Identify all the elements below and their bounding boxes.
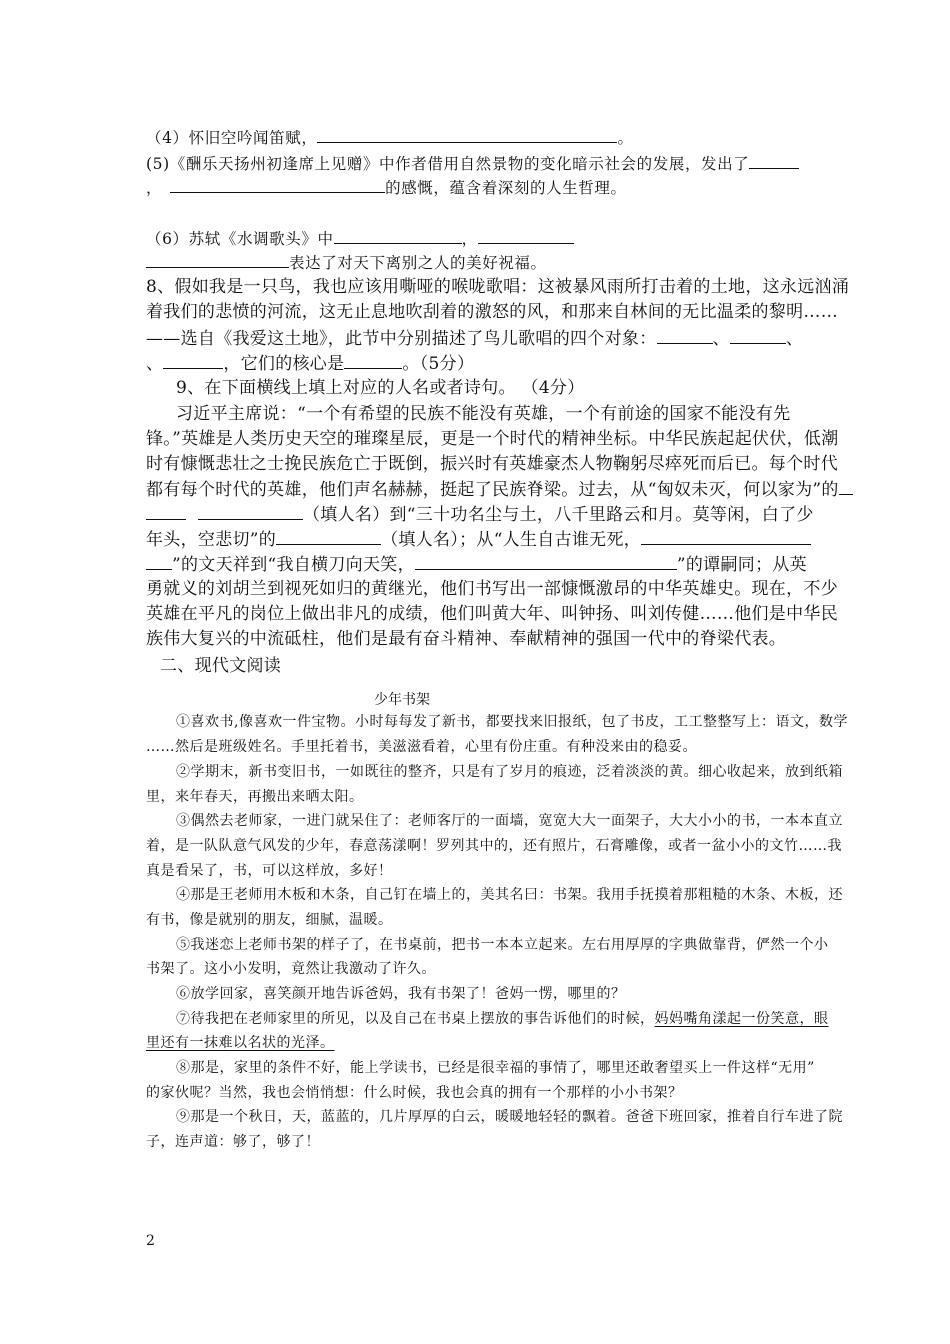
article-paragraph: ②学期末，新书变旧书，一如既往的整齐，只是有了岁月的痕迹，泛着淡淡的黄。细心收起来，放到纸箱 [176,764,843,780]
article-paragraph: ⑤我迷恋上老师书架的样子了，在书桌前，把书一本本立起来。左右用厚厚的字典做靠背，俨然一个小 [176,937,829,953]
blank [146,504,186,520]
question-8-line3 [146,328,803,350]
question-4 [146,127,634,149]
article-paragraph: 里，来年春天，再搬出来晒太阳。 [146,789,364,805]
article-paragraph [176,1009,829,1030]
q9-text: ”的文天祥到“我自横刀向天笑， [172,555,415,575]
question-8-line1: 8、假如我是一只鸟，我也应该用嘶哑的喉咙歌唱：这被暴风雨所打击着的土地，这永远汹涌 [146,277,850,297]
question-9-para: 英雄在平凡的岗位上做出非凡的成绩，他们叫黄大年、叫钟扬、叫刘传健……他们是中华民 [146,604,838,624]
article-paragraph: ⑥放学回家，喜笑颜开地告诉爸妈，我有书架了！爸妈一愣，哪里的？ [176,986,626,1002]
question-9-para [146,554,807,576]
q6-comma: ， [461,230,478,248]
q6-end: 表达了对天下离别之人的美好祝福。 [289,254,547,272]
blank [344,353,402,369]
section-heading: 二、现代文阅读 [160,656,282,676]
article-paragraph: ③偶然去老师家，一进门就呆住了：老师客厅的一面墙，宽宽大大一面架子，大大小小的书，一本本直立 [176,813,843,829]
q9-text: 都有每个时代的英雄，他们声名赫赫，挺起了民族脊梁。过去，从“匈奴未灭，何以家为”的 [146,480,839,500]
question-8-line4 [146,353,474,375]
blank [170,177,385,193]
question-9-para: 习近平主席说：“一个有希望的民族不能没有英雄，一个有前途的国家不能没有先 [176,404,791,424]
q4-label: （4）怀旧空吟闻笛赋， [146,129,318,147]
question-9-para: 勇就义的刘胡兰到视死如归的黄继光，他们书写出一部慷慨激昂的中华英雄史。现在，不少 [146,579,838,599]
blank [415,554,677,570]
blank [317,127,617,143]
blank [163,353,223,369]
q8-text: ——选自《我爱这土地》，此节中分别描述了鸟儿歌唱的四个对象： [146,329,657,349]
question-9-para [146,529,811,551]
q9-text: （填人名）到“三十功名尘与土，八千里路云和月。莫等闲，白了少 [303,505,814,525]
question-6-line2 [146,252,547,274]
article-paragraph: ①喜欢书,像喜欢一件宝物。小时每每发了新书，都要找来旧报纸，包了书皮，工工整整写上：语文，数学 [176,714,848,730]
article-paragraph: 的家伙呢？当然，我也会悄悄想：什么时候，我也会真的拥有一个那样的小小书架？ [146,1085,683,1101]
q8-sep: 、 [146,354,164,374]
question-9-para: 时有慷慨悲壮之士挽民族危亡于既倒，振兴时有英雄豪杰人物鞠躬尽瘁死而后已。每个时代 [146,454,838,474]
question-5-line1 [146,153,799,175]
q4-end: 。 [617,129,634,147]
question-9-para [146,479,853,501]
article-paragraph: 书架了。这小小发明，竟然让我激动了许久。 [146,961,436,977]
q9-text: ”的谭嗣同；从英 [676,555,807,575]
question-9-para: 锋。”英雄是人类历史天空的璀璨星辰，更是一个时代的精神坐标。中华民族起起伏伏，低潮 [146,429,839,449]
blank [334,228,462,244]
question-9-para [146,504,814,526]
blank [478,228,574,244]
q9-text: （填人名）；从“人生自古谁无死， [381,530,642,550]
blank [839,479,853,495]
article-paragraph [146,1033,335,1054]
para-text: ⑦待我把在老师家里的所见，以及自己在书桌上摆放的事告诉他们的时候， [176,1011,655,1027]
blank [198,504,303,520]
blank [749,153,799,169]
page-number: 2 [146,1233,155,1249]
article-title: 少年书架 [374,692,430,708]
blank [276,529,381,545]
q8-score: 。（5分） [402,354,475,374]
blank [641,529,811,545]
blank [146,554,172,570]
question-9-para: 族伟大复兴的中流砥柱，他们是最有奋斗精神、奉献精神的强国一代中的脊梁代表。 [146,629,787,649]
question-5-line2 [146,177,627,199]
underlined-sentence: 妈妈嘴角漾起一份笑意，眼 [654,1011,829,1027]
article-paragraph: ……然后是班级姓名。手里托着书，美滋滋看着，心里有份庄重。有种没来由的稳妥。 [146,739,697,755]
article-paragraph: ④那是王老师用木板和木条，自己钉在墙上的，美其名曰：书架。我用手抚摸着那粗糙的木条、木板，还 [176,887,843,903]
article-paragraph: 着，是一队队意气风发的少年，春意荡漾啊！罗列其中的，还有照片，石膏雕像，或者一盆小小的文竹……我 [146,838,842,854]
q5-end: 的感慨，蕴含着深刻的人生哲理。 [385,179,627,197]
question-6-line1 [146,228,574,250]
blank [146,252,289,268]
question-8-line2: 着我们的悲愤的河流，这无止息地吹刮着的激怒的风，和那来自林间的无比温柔的黎明…… [146,302,838,322]
underlined-sentence: 里还有一抹难以名状的光泽。 [146,1035,335,1051]
article-paragraph: 有书，像是就别的朋友，细腻，温暖。 [146,912,393,928]
article-paragraph: 子，连声道：够了，够了！ [146,1134,320,1150]
article-paragraph: ⑨那是一个秋日，天，蓝蓝的，几片厚厚的白云，暖暖地轻轻的飘着。爸爸下班回家，推着自行车进了院 [176,1109,843,1125]
blank [730,328,786,344]
q8-text: ，它们的核心是 [223,354,345,374]
article-paragraph: 真是看呆了，书，可以这样放，多好！ [146,863,393,879]
article-paragraph: ⑧那是，家里的条件不好，能上学读书，已经是很幸福的事情了，哪里还敢奢望买上一件这样“无用” [176,1060,815,1076]
q5-text: (5)《酬乐天扬州初逢席上见赠》中作者借用自然景物的变化暗示社会的发展，发出了 [146,155,750,173]
q5-comma: ， [146,179,163,197]
q8-sep: 、 [712,329,730,349]
blank [657,328,713,344]
q6-text: （6）苏轼《水调歌头》中 [146,230,334,248]
question-9-title: 9、在下面横线上填上对应的人名或者诗句。 （4分） [176,378,585,398]
q8-sep: 、 [785,329,804,349]
q9-text: 年头，空悲切”的 [146,530,277,550]
